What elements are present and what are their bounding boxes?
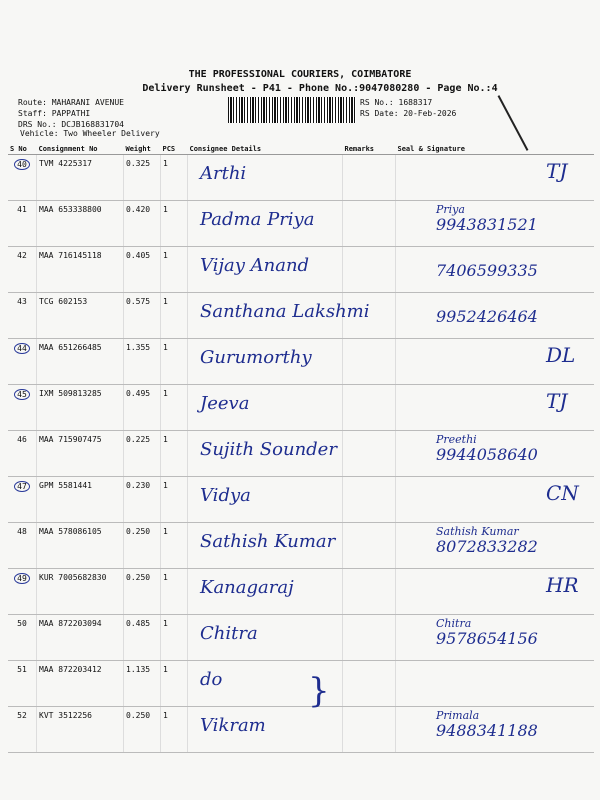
runsheet-table <box>8 143 594 753</box>
consignee-handwritten-name: Kanagaraj <box>200 577 294 598</box>
row-signature <box>396 431 595 477</box>
drs-number: DRS No.: DCJB168831704 <box>18 120 124 129</box>
col-consignment: Consignment No <box>37 143 124 155</box>
table-row <box>8 247 594 293</box>
row-consignment-no: TVM 4225317 <box>37 155 124 201</box>
company-title: THE PROFESSIONAL COURIERS, COIMBATORE <box>188 69 412 80</box>
rs-number: RS No.: 1688317 <box>360 98 433 107</box>
consignee-handwritten-name: Jeeva <box>200 393 250 414</box>
table-row <box>8 155 594 201</box>
row-consignee <box>188 201 343 247</box>
col-weight: Weight <box>124 143 161 155</box>
row-signature <box>396 155 595 201</box>
row-signature <box>396 569 595 615</box>
row-consignment-no: IXM 509813285 <box>37 385 124 431</box>
row-remarks <box>343 477 396 523</box>
delivery-initials: TJ <box>546 159 568 183</box>
row-pcs: 1 <box>161 707 188 753</box>
sno-value: 52 <box>17 711 27 720</box>
handwritten-phone: 9944058640 <box>436 445 538 464</box>
row-consignment-no: KVT 3512256 <box>37 707 124 753</box>
consignee-handwritten-name: Vidya <box>200 485 251 506</box>
row-signature <box>396 615 595 661</box>
signature-text: Priya <box>436 203 465 216</box>
table-row <box>8 293 594 339</box>
row-sno <box>8 385 37 431</box>
row-sno <box>8 707 37 753</box>
row-signature <box>396 707 595 753</box>
row-consignment-no: GPM 5581441 <box>37 477 124 523</box>
sno-value: 42 <box>17 251 27 260</box>
row-remarks <box>343 707 396 753</box>
rs-info <box>360 97 456 119</box>
col-seal: Seal & Signature <box>396 143 595 155</box>
row-consignee <box>188 707 343 753</box>
table-row <box>8 477 594 523</box>
row-sno <box>8 661 37 707</box>
row-sno <box>8 201 37 247</box>
row-weight: 0.250 <box>124 707 161 753</box>
row-consignment-no: MAA 578086105 <box>37 523 124 569</box>
sno-value: 47 <box>14 481 30 492</box>
delivery-initials: HR <box>546 573 579 597</box>
row-signature <box>396 477 595 523</box>
row-weight: 0.250 <box>124 523 161 569</box>
row-consignee <box>188 615 343 661</box>
table-row <box>8 569 594 615</box>
table-row <box>8 431 594 477</box>
handwritten-phone: 9952426464 <box>436 307 538 326</box>
row-weight: 1.355 <box>124 339 161 385</box>
row-remarks <box>343 247 396 293</box>
signature-text: Primala <box>436 709 480 722</box>
sno-value: 49 <box>14 573 30 584</box>
table-row <box>8 523 594 569</box>
row-weight: 0.230 <box>124 477 161 523</box>
row-sno <box>8 155 37 201</box>
handwritten-phone: 7406599335 <box>436 261 538 280</box>
row-signature <box>396 523 595 569</box>
row-signature <box>396 339 595 385</box>
col-pcs: PCS <box>161 143 188 155</box>
row-pcs: 1 <box>161 523 188 569</box>
sno-value: 40 <box>14 159 30 170</box>
col-consignee: Consignee Details <box>188 143 343 155</box>
vehicle-info: Vehicle: Two Wheeler Delivery <box>20 129 160 138</box>
row-pcs: 1 <box>161 615 188 661</box>
row-pcs: 1 <box>161 201 188 247</box>
row-pcs: 1 <box>161 661 188 707</box>
col-sno: S No <box>8 143 37 155</box>
row-sno <box>8 339 37 385</box>
sno-value: 44 <box>14 343 30 354</box>
row-pcs: 1 <box>161 477 188 523</box>
delivery-initials: DL <box>546 343 576 367</box>
row-sno <box>8 247 37 293</box>
row-consignee <box>188 477 343 523</box>
table-row <box>8 339 594 385</box>
row-remarks <box>343 615 396 661</box>
row-consignee <box>188 247 343 293</box>
row-consignment-no: MAA 715907475 <box>37 431 124 477</box>
row-weight: 0.250 <box>124 569 161 615</box>
col-remarks: Remarks <box>343 143 396 155</box>
row-pcs: 1 <box>161 155 188 201</box>
row-remarks <box>343 523 396 569</box>
row-consignee <box>188 155 343 201</box>
table-header-row <box>8 143 594 155</box>
signature-text: Chitra <box>436 617 472 630</box>
row-weight: 0.420 <box>124 201 161 247</box>
row-weight: 1.135 <box>124 661 161 707</box>
consignee-handwritten-name: Vijay Anand <box>200 255 310 276</box>
staff-label: Staff: PAPPATHI <box>18 109 91 118</box>
runsheet-subtitle: Delivery Runsheet - P41 - Phone No.:9047080280 - Page No.:4 <box>142 83 498 94</box>
row-signature <box>396 661 595 707</box>
row-pcs: 1 <box>161 293 188 339</box>
row-sno <box>8 615 37 661</box>
table-row <box>8 385 594 431</box>
row-consignee <box>188 339 343 385</box>
signature-text: Sathish Kumar <box>436 525 519 538</box>
handwritten-phone: 9488341188 <box>436 721 538 740</box>
row-pcs: 1 <box>161 247 188 293</box>
row-remarks <box>343 431 396 477</box>
row-consignment-no: MAA 716145118 <box>37 247 124 293</box>
row-consignment-no: MAA 872203412 <box>37 661 124 707</box>
consignee-handwritten-name: Santhana Lakshmi <box>200 301 370 322</box>
row-pcs: 1 <box>161 431 188 477</box>
row-weight: 0.325 <box>124 155 161 201</box>
consignee-handwritten-name: Chitra <box>200 623 258 644</box>
consignee-handwritten-name: do <box>200 669 223 690</box>
row-signature <box>396 385 595 431</box>
table-row <box>8 707 594 753</box>
table-row <box>8 201 594 247</box>
row-consignment-no: KUR 7005682830 <box>37 569 124 615</box>
consignee-handwritten-name: Arthi <box>200 163 247 184</box>
row-remarks <box>343 201 396 247</box>
row-sno <box>8 569 37 615</box>
row-remarks <box>343 339 396 385</box>
row-consignee <box>188 293 370 339</box>
handwritten-phone: 9578654156 <box>436 629 538 648</box>
row-weight: 0.485 <box>124 615 161 661</box>
sno-value: 46 <box>17 435 27 444</box>
row-consignment-no: TCG 602153 <box>37 293 124 339</box>
consignee-handwritten-name: Padma Priya <box>200 209 315 230</box>
row-pcs: 1 <box>161 339 188 385</box>
consignee-handwritten-name: Sathish Kumar <box>200 531 336 552</box>
barcode-image <box>228 97 356 123</box>
row-weight: 0.495 <box>124 385 161 431</box>
consignee-handwritten-name: Vikram <box>200 715 266 736</box>
row-consignment-no: MAA 872203094 <box>37 615 124 661</box>
delivery-initials: CN <box>546 481 579 505</box>
row-pcs: 1 <box>161 385 188 431</box>
row-remarks <box>343 385 396 431</box>
row-sno <box>8 431 37 477</box>
route-info <box>18 97 124 130</box>
rs-date: RS Date: 20-Feb-2026 <box>360 109 457 118</box>
sno-value: 43 <box>17 297 27 306</box>
row-signature <box>396 201 595 247</box>
handwritten-phone: 8072833282 <box>436 537 538 556</box>
consignee-handwritten-name: Sujith Sounder <box>200 439 337 460</box>
table-row <box>8 615 594 661</box>
row-weight: 0.225 <box>124 431 161 477</box>
row-sno <box>8 293 37 339</box>
sno-value: 50 <box>17 619 27 628</box>
row-pcs: 1 <box>161 569 188 615</box>
bracket-mark: } <box>308 671 330 711</box>
row-consignment-no: MAA 653338800 <box>37 201 124 247</box>
sno-value: 45 <box>14 389 30 400</box>
consignee-handwritten-name: Gurumorthy <box>200 347 312 368</box>
row-consignment-no: MAA 651266485 <box>37 339 124 385</box>
table-row <box>8 661 594 707</box>
row-consignee <box>188 431 343 477</box>
sno-value: 51 <box>17 665 27 674</box>
route-label: Route: MAHARANI AVENUE <box>18 98 124 107</box>
row-sno <box>8 523 37 569</box>
row-signature <box>396 293 595 339</box>
row-remarks <box>343 569 396 615</box>
row-consignee <box>188 385 343 431</box>
row-consignee <box>188 569 343 615</box>
row-consignee <box>188 661 343 711</box>
row-sno <box>8 477 37 523</box>
sno-value: 48 <box>17 527 27 536</box>
sno-value: 41 <box>17 205 27 214</box>
row-weight: 0.405 <box>124 247 161 293</box>
delivery-initials: TJ <box>546 389 568 413</box>
row-consignee <box>188 523 343 569</box>
row-weight: 0.575 <box>124 293 161 339</box>
row-remarks <box>343 155 396 201</box>
handwritten-phone: 9943831521 <box>436 215 538 234</box>
row-remarks <box>343 661 396 707</box>
signature-text: Preethi <box>436 433 477 446</box>
row-signature <box>396 247 595 293</box>
